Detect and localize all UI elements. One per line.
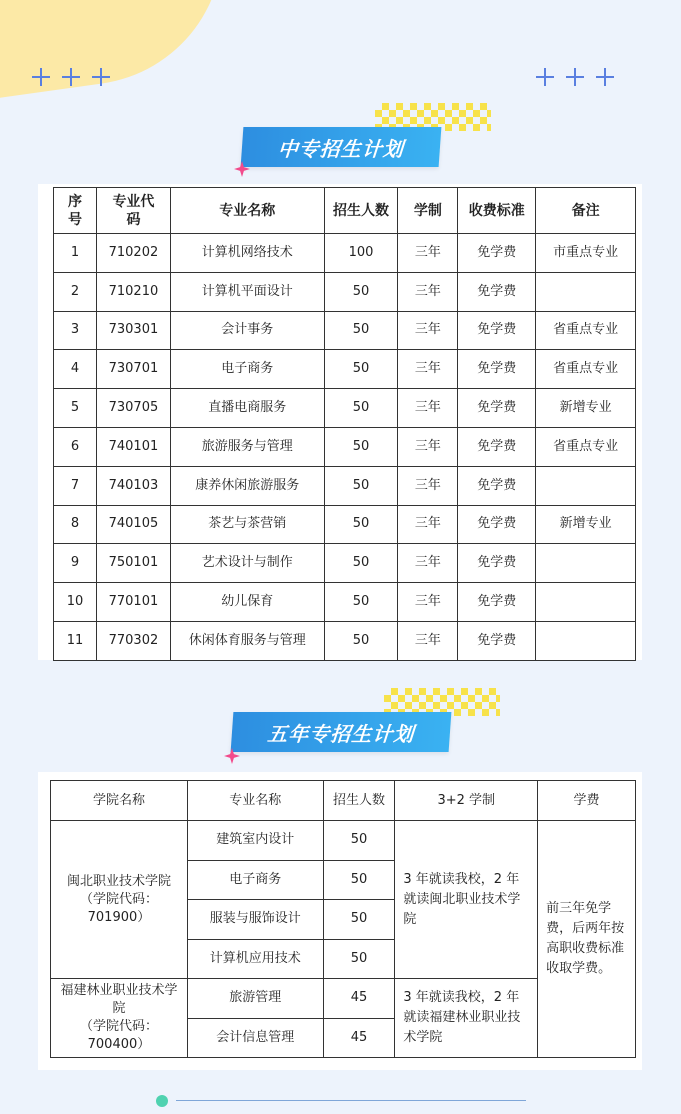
college-code: （学院代码：701900）	[79, 891, 158, 925]
table-cell: 茶艺与茶营销	[170, 505, 324, 544]
table-cell: 三年	[398, 272, 458, 311]
plus-icon	[30, 66, 52, 88]
five-year-plan-table	[50, 780, 636, 1058]
table-cell: 免学费	[458, 621, 536, 660]
fee-cell: 前三年免学费，后两年按高职收费标准收取学费。	[538, 821, 636, 1058]
decorative-blob	[0, 0, 241, 104]
table-cell: 740101	[96, 427, 170, 466]
table-cell: 三年	[398, 234, 458, 273]
table-cell: 三年	[398, 466, 458, 505]
cross-decoration-right	[534, 66, 616, 88]
table-cell: 新增专业	[536, 389, 636, 428]
count-cell: 50	[323, 821, 395, 861]
table-cell: 50	[324, 389, 398, 428]
table-cell: 幼儿保育	[170, 583, 324, 622]
table-cell: 省重点专业	[536, 311, 636, 350]
table-cell: 7	[54, 466, 97, 505]
section2-panel	[38, 772, 642, 1070]
count-cell: 50	[323, 939, 395, 979]
table-row	[54, 505, 636, 544]
plus-icon	[564, 66, 586, 88]
table-cell: 770101	[96, 583, 170, 622]
table-cell: 50	[324, 466, 398, 505]
plus-icon	[60, 66, 82, 88]
table-cell: 免学费	[458, 427, 536, 466]
major-cell: 计算机应用技术	[187, 939, 323, 979]
major-cell: 建筑室内设计	[187, 821, 323, 861]
count-cell: 45	[323, 979, 395, 1019]
table-row	[54, 350, 636, 389]
table-cell: 三年	[398, 621, 458, 660]
table-row	[51, 821, 636, 861]
college-cell	[51, 821, 188, 979]
table-cell: 休闲体育服务与管理	[170, 621, 324, 660]
table-header-row	[51, 781, 636, 821]
table-cell: 免学费	[458, 272, 536, 311]
header-cell: 招生人数	[324, 188, 398, 234]
table-cell: 50	[324, 427, 398, 466]
table-row	[54, 311, 636, 350]
header-cell: 学费	[538, 781, 636, 821]
table-cell: 新增专业	[536, 505, 636, 544]
table-cell: 计算机网络技术	[170, 234, 324, 273]
table-cell: 730701	[96, 350, 170, 389]
table-cell: 省重点专业	[536, 350, 636, 389]
table-cell: 11	[54, 621, 97, 660]
table-body	[54, 234, 636, 661]
table-cell	[536, 544, 636, 583]
table-cell: 50	[324, 350, 398, 389]
bottom-dot-decoration	[156, 1095, 168, 1107]
plus-icon	[594, 66, 616, 88]
table-cell: 免学费	[458, 544, 536, 583]
table-cell: 三年	[398, 427, 458, 466]
college-name: 闽北职业技术学院	[66, 873, 171, 889]
table-row	[54, 272, 636, 311]
count-cell: 45	[323, 1018, 395, 1058]
table-cell: 旅游服务与管理	[170, 427, 324, 466]
table-cell: 730705	[96, 389, 170, 428]
table-cell: 免学费	[458, 389, 536, 428]
table-cell: 4	[54, 350, 97, 389]
table-cell: 三年	[398, 311, 458, 350]
section2-title-banner	[231, 712, 452, 752]
table-cell	[536, 583, 636, 622]
plus-icon	[534, 66, 556, 88]
major-cell: 电子商务	[187, 860, 323, 900]
table-cell: 3	[54, 311, 97, 350]
header-cell: 招生人数	[323, 781, 395, 821]
header-cell: 收费标准	[458, 188, 536, 234]
table-cell: 艺术设计与制作	[170, 544, 324, 583]
header-cell: 学院名称	[51, 781, 188, 821]
table-row	[54, 234, 636, 273]
table-cell	[536, 466, 636, 505]
major-cell: 服装与服饰设计	[187, 900, 323, 940]
table-row	[54, 466, 636, 505]
table-cell: 免学费	[458, 505, 536, 544]
section2-title: 五年专招生计划	[266, 721, 416, 746]
table-row	[54, 583, 636, 622]
table-cell: 直播电商服务	[170, 389, 324, 428]
major-cell: 旅游管理	[187, 979, 323, 1019]
table-cell: 免学费	[458, 583, 536, 622]
table-cell: 康养休闲旅游服务	[170, 466, 324, 505]
table-cell: 三年	[398, 583, 458, 622]
table-cell: 2	[54, 272, 97, 311]
table-cell: 免学费	[458, 350, 536, 389]
secondary-plan-table	[53, 187, 636, 661]
section1-title-banner	[241, 127, 442, 167]
table-cell: 三年	[398, 350, 458, 389]
bottom-line-decoration	[176, 1100, 526, 1101]
table-cell: 770302	[96, 621, 170, 660]
table-row	[54, 389, 636, 428]
table-cell: 三年	[398, 505, 458, 544]
cross-decoration-left	[30, 66, 112, 88]
section1-panel	[38, 184, 642, 660]
table-cell: 710210	[96, 272, 170, 311]
plus-icon	[90, 66, 112, 88]
table-cell: 50	[324, 544, 398, 583]
table-cell: 5	[54, 389, 97, 428]
major-cell: 会计信息管理	[187, 1018, 323, 1058]
table-cell: 50	[324, 621, 398, 660]
header-cell: 专业名称	[187, 781, 323, 821]
table-cell: 740105	[96, 505, 170, 544]
table-cell: 三年	[398, 544, 458, 583]
table-cell: 免学费	[458, 466, 536, 505]
table-cell: 三年	[398, 389, 458, 428]
table-cell: 740103	[96, 466, 170, 505]
header-cell: 学制	[398, 188, 458, 234]
header-cell: 专业名称	[170, 188, 324, 234]
header-cell: 3+2 学制	[395, 781, 538, 821]
table-cell: 1	[54, 234, 97, 273]
table-row	[54, 427, 636, 466]
table-cell: 710202	[96, 234, 170, 273]
table-cell: 电子商务	[170, 350, 324, 389]
table-cell: 10	[54, 583, 97, 622]
count-cell: 50	[323, 900, 395, 940]
header-cell: 序号	[54, 188, 97, 234]
table-cell: 会计事务	[170, 311, 324, 350]
table-header-row	[54, 188, 636, 234]
schooling-cell: 3 年就读我校，2 年就读闽北职业技术学院	[395, 821, 538, 979]
table-cell: 750101	[96, 544, 170, 583]
table-cell: 50	[324, 311, 398, 350]
table-row	[54, 621, 636, 660]
schooling-cell: 3 年就读我校，2 年就读福建林业职业技术学院	[395, 979, 538, 1058]
table-cell: 市重点专业	[536, 234, 636, 273]
college-cell	[51, 979, 188, 1058]
table-cell	[536, 272, 636, 311]
table-cell: 730301	[96, 311, 170, 350]
count-cell: 50	[323, 860, 395, 900]
table-cell: 50	[324, 583, 398, 622]
table-cell: 50	[324, 272, 398, 311]
table-cell: 免学费	[458, 234, 536, 273]
college-code: （学院代码：700400）	[79, 1019, 158, 1052]
table-row	[54, 544, 636, 583]
table-cell: 省重点专业	[536, 427, 636, 466]
college-name: 福建林业职业技术学院	[60, 983, 178, 1016]
table-cell: 9	[54, 544, 97, 583]
table-cell: 免学费	[458, 311, 536, 350]
section1-title: 中专招生计划	[277, 136, 405, 161]
table-cell	[536, 621, 636, 660]
table-cell: 100	[324, 234, 398, 273]
table-cell: 8	[54, 505, 97, 544]
header-cell: 专业代码	[96, 188, 170, 234]
table-cell: 50	[324, 505, 398, 544]
table-cell: 6	[54, 427, 97, 466]
table-cell: 计算机平面设计	[170, 272, 324, 311]
header-cell: 备注	[536, 188, 636, 234]
